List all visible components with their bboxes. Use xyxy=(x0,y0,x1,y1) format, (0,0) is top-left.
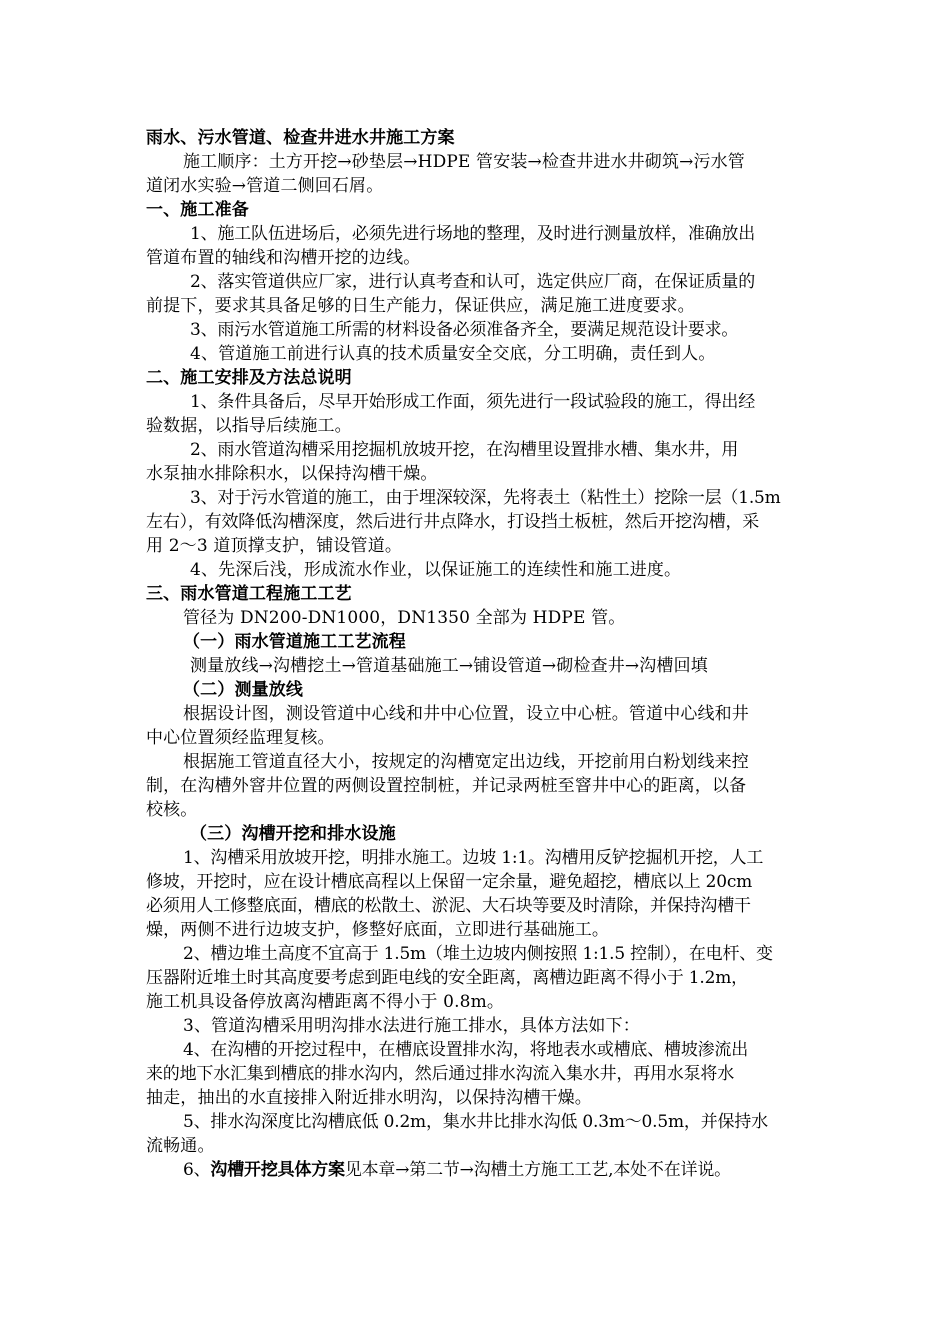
text-line: 根据设计图，测设管道中心线和井中心位置，设立中心桩。管道中心线和井 xyxy=(183,704,749,724)
text-line: 一、施工准备 xyxy=(146,200,249,220)
text-line: 5、排水沟深度比沟槽底低 0.2m，集水井比排水沟低 0.3m～0.5m，并保持水 xyxy=(183,1112,768,1132)
text-line: 施工顺序：土方开挖→砂垫层→HDPE 管安装→检查井进水井砌筑→污水管 xyxy=(183,152,745,172)
text-line: 测量放线→沟槽挖土→管道基础施工→铺设管道→砌检查井→沟槽回填 xyxy=(190,656,708,676)
text-line: 前提下，要求其具备足够的日生产能力，保证供应，满足施工进度要求。 xyxy=(146,296,695,316)
text-line: 中心位置须经监理复核。 xyxy=(146,728,335,748)
text-line: 施工机具设备停放离沟槽距离不得小于 0.8m。 xyxy=(146,992,505,1012)
text-line: 2、落实管道供应厂家，进行认真考查和认可，选定供应厂商，在保证质量的 xyxy=(190,272,756,292)
text-line: 制，在沟槽外窨井位置的两侧设置控制桩，并记录两桩至窨井中心的距离，以备 xyxy=(146,776,747,796)
text-line: 二、施工安排及方法总说明 xyxy=(146,368,352,388)
text-line: 三、雨水管道工程施工工艺 xyxy=(146,584,352,604)
text-line: 验数据，以指导后续施工。 xyxy=(146,416,352,436)
text-line: 左右），有效降低沟槽深度，然后进行井点降水，打设挡土板桩，然后开挖沟槽，采 xyxy=(146,512,760,532)
text-line: 来的地下水汇集到槽底的排水沟内，然后通过排水沟流入集水井，再用水泵将水 xyxy=(146,1064,734,1084)
text-line: 1、沟槽采用放坡开挖，明排水施工。边坡 1:1。沟槽用反铲挖掘机开挖，人工 xyxy=(183,848,764,868)
text-line: 校核。 xyxy=(146,800,198,820)
text-line: 2、槽边堆土高度不宜高于 1.5m（堆土边坡内侧按照 1:1.5 控制），在电杆、变 xyxy=(183,944,773,964)
doc-title: 雨水、污水管道、检查井进水井施工方案 xyxy=(146,128,455,148)
text-line: 必须用人工修整底面，槽底的松散土、淤泥、大石块等要及时清除，并保持沟槽干 xyxy=(146,896,751,916)
text-line: 4、先深后浅，形成流水作业，以保证施工的连续性和施工进度。 xyxy=(190,560,682,580)
last-bold-text: 沟槽开挖具体方案 xyxy=(210,1160,345,1180)
text-line: 2、雨水管道沟槽采用挖掘机放坡开挖，在沟槽里设置排水槽、集水井，用 xyxy=(190,440,739,460)
text-line: （三）沟槽开挖和排水设施 xyxy=(190,824,396,844)
text-line: 流畅通。 xyxy=(146,1136,215,1156)
text-line: 管径为 DN200-DN1000，DN1350 全部为 HDPE 管。 xyxy=(183,608,626,628)
text-line: （二）测量放线 xyxy=(183,680,304,700)
text-line: 3、对于污水管道的施工，由于埋深较深，先将表土（粘性土）挖除一层（1.5m xyxy=(190,488,781,508)
text-line: 1、施工队伍进场后，必须先进行场地的整理，及时进行测量放样，准确放出 xyxy=(190,224,756,244)
text-line: 水泵抽水排除积水，以保持沟槽干燥。 xyxy=(146,464,438,484)
text-line: 道闭水实验→管道二侧回石屑。 xyxy=(146,176,384,196)
text-line: 燥，两侧不进行边坡支护，修整好底面，立即进行基础施工。 xyxy=(146,920,610,940)
last-prefix: 6、 xyxy=(183,1160,211,1180)
text-line: 3、雨污水管道施工所需的材料设备必须准备齐全，要满足规范设计要求。 xyxy=(190,320,739,340)
text-line: 抽走，抽出的水直接排入附近排水明沟，以保持沟槽干燥。 xyxy=(146,1088,592,1108)
text-line: 4、在沟槽的开挖过程中，在槽底设置排水沟，将地表水或槽底、槽坡渗流出 xyxy=(183,1040,749,1060)
text-line: 4、管道施工前进行认真的技术质量安全交底，分工明确，责任到人。 xyxy=(190,344,716,364)
last-paragraph xyxy=(146,1158,810,1182)
text-line: 根据施工管道直径大小，按规定的沟槽宽定出边线，开挖前用白粉划线来控 xyxy=(183,752,749,772)
text-line: 用 2～3 道顶撑支护，铺设管道。 xyxy=(146,536,402,556)
text-line: （一）雨水管道施工工艺流程 xyxy=(183,632,406,652)
text-line: 管道布置的轴线和沟槽开挖的边线。 xyxy=(146,248,421,268)
text-line: 3、管道沟槽采用明沟排水法进行施工排水，具体方法如下： xyxy=(183,1016,640,1036)
document-page xyxy=(146,126,810,1182)
text-line: 1、条件具备后，尽早开始形成工作面，须先进行一段试验段的施工，得出经 xyxy=(190,392,756,412)
last-rest-text: 见本章→第二节→沟槽土方施工工艺,本处不在详说。 xyxy=(344,1160,731,1180)
text-line: 修坡，开挖时，应在设计槽底高程以上保留一定余量，避免超挖，槽底以上 20cm xyxy=(146,872,753,892)
text-line: 压器附近堆土时其高度要考虑到距电线的安全距离，离槽边距离不得小于 1.2m， xyxy=(146,968,748,988)
doc-body xyxy=(146,150,810,1158)
